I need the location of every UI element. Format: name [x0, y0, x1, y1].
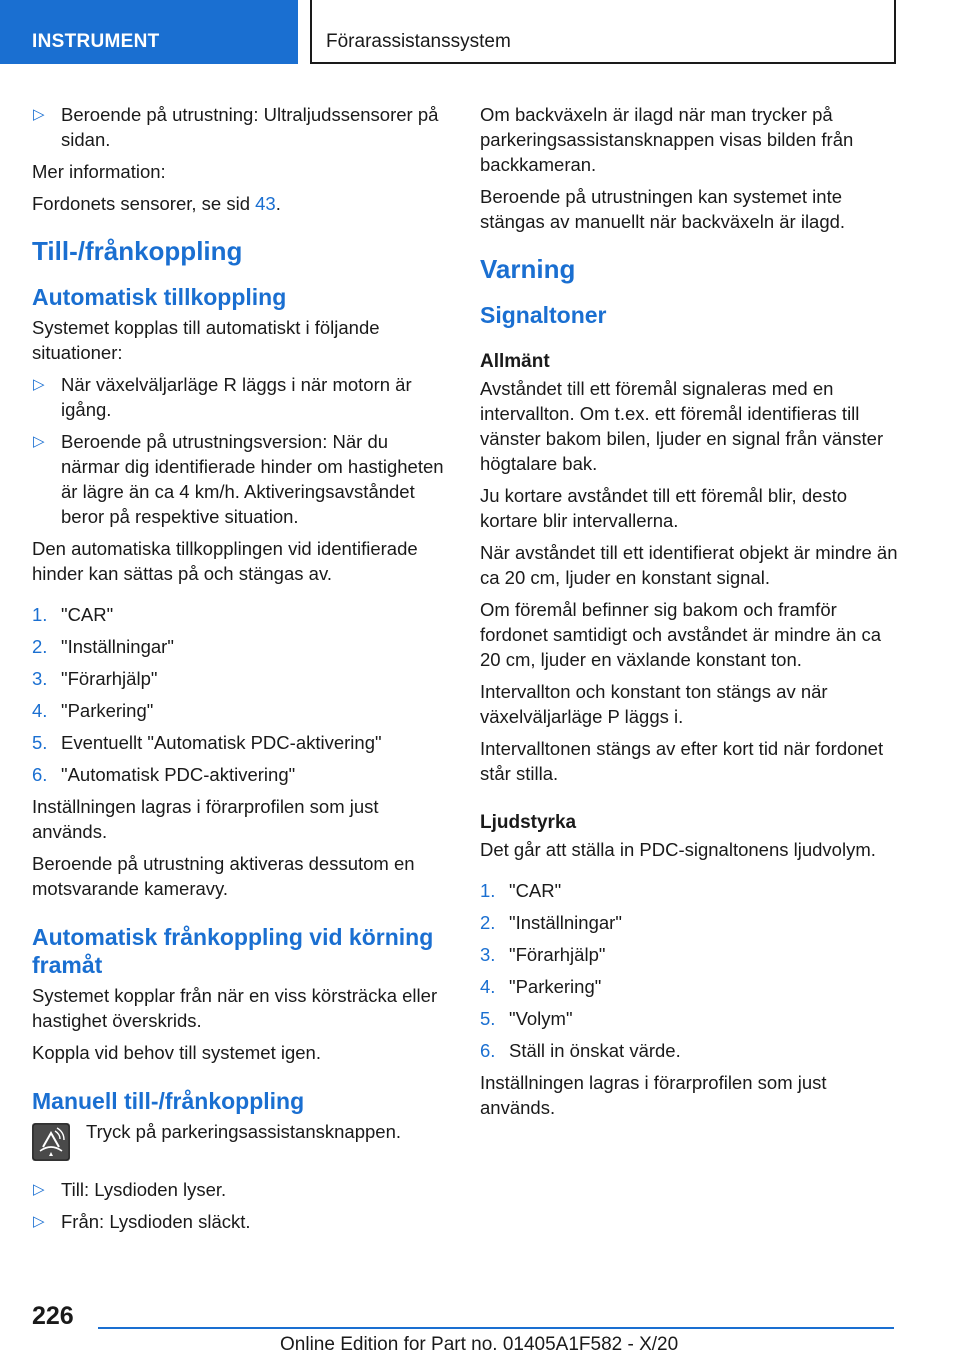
- bullet-triangle-icon: ▷: [33, 1181, 45, 1198]
- numbered-steps: [480, 878, 900, 1063]
- header-chapter-box: [310, 0, 896, 64]
- subsection-heading: Automatisk frånkoppling vid körning framåt: [32, 924, 434, 978]
- list-item: ▷ Beroende på utrustning: Ultraljudssensorer på sidan.: [33, 104, 439, 150]
- numbered-steps: [32, 602, 448, 787]
- bullet-triangle-icon: ▷: [33, 1213, 45, 1230]
- bullet-list: [32, 372, 448, 529]
- paragraph: Avståndet till ett föremål signaleras med en intervallton. Om t.ex. ett föremål identifieras till vänster bakom bilen, ljuder en signal från vänster högtalare bak.: [480, 378, 884, 474]
- paragraph: Systemet kopplar från när en viss körsträcka eller hastighet överskrids.: [32, 985, 438, 1031]
- list-item: 2. "Inställningar": [32, 636, 174, 657]
- paragraph: Den automatiska tillkopplingen vid identifierade hinder kan sättas på och stängas av.: [32, 538, 418, 584]
- paragraph: Intervalltonen stängs av efter kort tid när fordonet står stilla.: [480, 738, 884, 784]
- list-item: 1. "CAR": [32, 604, 114, 625]
- list-item: ▷ Beroende på utrustningsversion: När du närmar dig identifierade hinder om hastigheten är lägre än ca 4 km/h. Aktiveringsavståndet beror på respektive situation.: [33, 431, 444, 527]
- list-item: 6. Ställ in önskat värde.: [480, 1040, 681, 1061]
- paragraph: Inställningen lagras i förarprofilen som just används.: [32, 796, 379, 842]
- paragraph: Systemet kopplas till automatiskt i följande situationer:: [32, 317, 380, 363]
- paragraph: Om föremål befinner sig bakom och framför fordonet samtidigt och avståndet är mindre än ca 20 cm, ljuder en växlande konstant ton.: [480, 599, 882, 670]
- list-item: 5. Eventuellt "Automatisk PDC-aktivering": [32, 732, 382, 753]
- bullet-triangle-icon: ▷: [33, 433, 45, 450]
- parking-assist-button-icon: [32, 1123, 70, 1161]
- page-link[interactable]: 43: [255, 193, 276, 214]
- minor-heading: Ljudstyrka: [480, 812, 577, 833]
- footer-edition: Online Edition for Part no. 01405A1F582 - X/20: [280, 1334, 679, 1355]
- left-column: [32, 102, 448, 1241]
- list-item: 5. "Volym": [480, 1008, 573, 1029]
- paragraph: Ju kortare avståndet till ett föremål blir, desto kortare blir intervallerna.: [480, 485, 848, 531]
- button-instruction: [32, 1119, 448, 1165]
- bullet-list: [32, 1177, 448, 1234]
- page-number: 226: [32, 1302, 74, 1330]
- section-heading: Varning: [480, 254, 576, 284]
- header-section-label: INSTRUMENT: [32, 31, 160, 52]
- subsection-heading: Signaltoner: [480, 302, 607, 328]
- paragraph: Koppla vid behov till systemet igen.: [32, 1042, 321, 1063]
- subsection-heading: Manuell till-/frånkoppling: [32, 1088, 305, 1114]
- paragraph: Om backväxeln är ilagd när man trycker på parkeringsassistansknappen visas bilden från backkameran.: [480, 104, 854, 175]
- section-heading: Till-/frånkoppling: [32, 236, 243, 266]
- subsection-heading: Automatisk tillkoppling: [32, 284, 287, 310]
- list-item: 4. "Parkering": [480, 976, 602, 997]
- paragraph-cross-reference: Fordonets sensorer, se sid 43.: [32, 193, 281, 214]
- list-item: 2. "Inställningar": [480, 912, 622, 933]
- footer-divider: [98, 1327, 894, 1329]
- paragraph: Intervallton och konstant ton stängs av när växelväljarläge P läggs i.: [480, 681, 828, 727]
- list-item: ▷ Till: Lysdioden lyser.: [33, 1179, 227, 1200]
- bullet-list: [32, 102, 448, 152]
- list-item: ▷ Från: Lysdioden släckt.: [33, 1211, 251, 1232]
- header-section-tab: [0, 0, 298, 64]
- paragraph: Det går att ställa in PDC-signaltonens ljudvolym.: [480, 839, 876, 860]
- list-item: 3. "Förarhjälp": [32, 668, 158, 689]
- bullet-triangle-icon: ▷: [33, 106, 45, 123]
- minor-heading: Allmänt: [480, 351, 550, 372]
- paragraph: Beroende på utrustningen kan systemet inte stängas av manuellt när backväxeln är ilagd.: [480, 186, 846, 232]
- list-item: ▷ När växelväljarläge R läggs i när motorn är igång.: [33, 374, 412, 420]
- list-item: 3. "Förarhjälp": [480, 944, 606, 965]
- paragraph: Mer information:: [32, 161, 166, 182]
- paragraph: Inställningen lagras i förarprofilen som just används.: [480, 1072, 827, 1118]
- list-item: 1. "CAR": [480, 880, 562, 901]
- paragraph: När avståndet till ett identifierat objekt är mindre än ca 20 cm, ljuder en konstant signal.: [480, 542, 898, 588]
- bullet-triangle-icon: ▷: [33, 376, 45, 393]
- right-column: [480, 102, 900, 1127]
- paragraph: Beroende på utrustning aktiveras dessutom en motsvarande kameravy.: [32, 853, 415, 899]
- paragraph: Tryck på parkeringsassistansknappen.: [86, 1121, 401, 1142]
- list-item: 6. "Automatisk PDC-aktivering": [32, 764, 296, 785]
- header-chapter-label: Förarassistanssystem: [326, 31, 511, 52]
- list-item: 4. "Parkering": [32, 700, 154, 721]
